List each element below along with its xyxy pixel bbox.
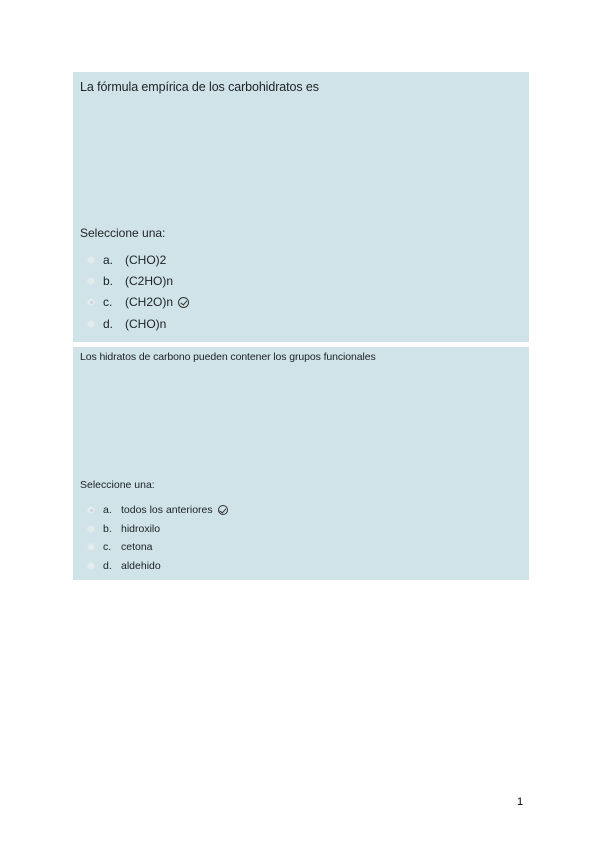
option-letter: a. bbox=[103, 252, 114, 267]
select-one-prompt: Seleccione una: bbox=[80, 479, 155, 491]
answer-option-c[interactable] bbox=[87, 292, 189, 313]
page-number: 1 bbox=[517, 796, 524, 808]
option-letter: b. bbox=[103, 273, 114, 288]
option-letter: c. bbox=[103, 295, 113, 310]
answer-option-b[interactable] bbox=[87, 520, 228, 539]
radio-button[interactable] bbox=[87, 562, 95, 570]
option-text: cetona bbox=[121, 541, 153, 554]
question-text: Los hidratos de carbono pueden contener los grupos funcionales bbox=[80, 351, 376, 363]
option-text: aldehido bbox=[121, 559, 161, 572]
check-circle-icon bbox=[218, 505, 228, 515]
radio-button[interactable] bbox=[87, 320, 95, 328]
option-text: (CHO)n bbox=[125, 316, 167, 331]
option-text: (C2HO)n bbox=[125, 273, 174, 288]
option-text: hidroxilo bbox=[121, 522, 161, 535]
answer-list bbox=[87, 249, 189, 334]
answer-option-a[interactable] bbox=[87, 249, 189, 270]
answer-option-d[interactable] bbox=[87, 313, 189, 334]
radio-button[interactable] bbox=[87, 256, 95, 264]
option-letter: b. bbox=[103, 522, 112, 535]
option-text: todos los anteriores bbox=[121, 504, 213, 517]
select-one-prompt: Seleccione una: bbox=[80, 226, 166, 240]
answer-option-d[interactable] bbox=[87, 557, 228, 576]
radio-button[interactable] bbox=[87, 277, 95, 285]
option-text: (CH2O)n bbox=[125, 295, 174, 310]
question-2 bbox=[73, 347, 529, 580]
question-text: La fórmula empírica de los carbohidratos es bbox=[80, 80, 319, 94]
option-letter: a. bbox=[103, 504, 112, 517]
option-letter: d. bbox=[103, 559, 112, 572]
answer-list bbox=[87, 501, 228, 575]
radio-button[interactable] bbox=[87, 525, 95, 533]
radio-button[interactable] bbox=[87, 543, 95, 551]
radio-button-selected[interactable] bbox=[87, 506, 95, 514]
option-text: (CHO)2 bbox=[125, 252, 167, 267]
answer-option-b[interactable] bbox=[87, 270, 189, 291]
check-circle-icon bbox=[178, 297, 189, 308]
answer-option-a[interactable] bbox=[87, 501, 228, 520]
answer-option-c[interactable] bbox=[87, 538, 228, 557]
question-1 bbox=[73, 72, 529, 342]
option-letter: c. bbox=[103, 541, 112, 554]
radio-button-selected[interactable] bbox=[87, 298, 95, 306]
option-letter: d. bbox=[103, 316, 114, 331]
